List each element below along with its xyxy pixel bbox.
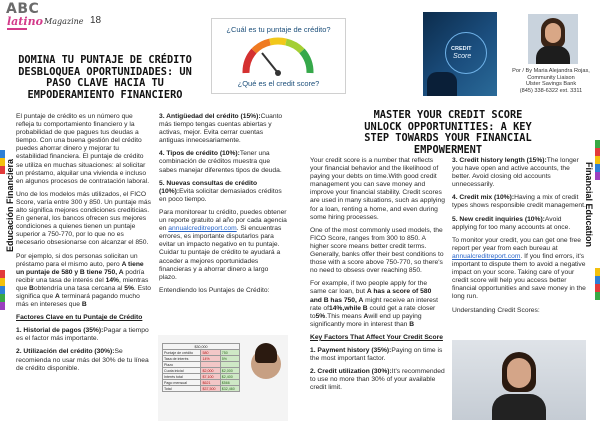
- en-monitor-paragraph: To monitor your credit, you can get one free report per year from each bureau at annualcreditreport.com. If you find errors, it's important to dispute them to avoid a negative impact on your score. Taking care of your credit score will help you access better financial opportunities and save money in the long run.: [452, 236, 586, 301]
- en-annualcreditreport-link[interactable]: annualcreditreport.com: [452, 252, 521, 260]
- table-top-amount: $30,000: [163, 344, 240, 350]
- es-factor-5: 5. Nuevas consultas de crédito (10%):Evita solicitar demasiados créditos en poco tiempo.: [159, 179, 282, 203]
- english-column-1: [310, 157, 445, 397]
- en-factors-header: Key Factors That Affect Your Credit Score: [310, 333, 443, 341]
- presenter-body: [492, 394, 546, 420]
- en-understanding: Understanding Credit Scores:: [452, 306, 540, 314]
- author-line3: Ulster Savings Bank: [525, 81, 577, 88]
- color-bars-right-bottom: [595, 268, 600, 300]
- es-annualcreditreport-link[interactable]: annualcreditreport.com: [168, 225, 237, 233]
- side-label-es: Educación Financiera: [5, 158, 15, 252]
- author-line2: Community Liaison: [527, 74, 575, 81]
- table-row: Cuota inicial $2,000 $2,000: [163, 368, 240, 374]
- color-bars-left: [0, 270, 5, 310]
- en-factor-2: 2. Credit utilization (30%):It's recommended to use no more than 30% of your available credit limit.: [310, 368, 445, 392]
- author-line4: (845) 338-6322 ext. 3311: [519, 87, 583, 94]
- masthead-latino: latino: [7, 15, 43, 28]
- es-factor-1: 1. Historial de pagos (35%):Pagar a tiempo es el factor más importante.: [16, 327, 149, 343]
- table-row: Pago mensual $621 $566: [163, 380, 240, 386]
- es-monitor-paragraph: Para monitorear tu crédito, puedes obtener un reporte gratuito al año por cada agencia en annualcreditreport.com. Si encuentras errores, es importante disputarlos para evitar un impacto negativo en tu puntaje. Cuidar tu puntaje de crédito te ayudará a acceder a mejores oportunidades financieras y a ahorrar dinero a largo plazo.: [159, 208, 287, 281]
- issue-number: 18: [90, 15, 102, 26]
- en-paragraph-2: One of the most commonly used models, the FICO Score, ranges from 300 to 850. A higher score means better credit terms. Generally, banks offer their best conditions to those with a score above 750-770, so there's no need to obsess over reaching 850.: [310, 226, 444, 275]
- photo-sign-line2: Score: [453, 53, 472, 60]
- en-factor-3: 3. Credit history length (15%):The longer you have open and active accounts, the better. Avoid closing old accounts unnecessarily.: [452, 157, 579, 189]
- color-bars-left-top: [0, 150, 5, 174]
- loan-comparison-table: [162, 343, 240, 392]
- color-bars-right: [595, 140, 600, 180]
- spanish-column-1: [16, 113, 151, 378]
- magazine-masthead: [4, 1, 114, 29]
- es-paragraph-3: Por ejemplo, si dos personas solicitan un préstamo para el mismo auto, pero A tiene un puntaje de 580 y B tiene 750, A podría recibir una tasa de interés del 14%, mientras que Bobtendría una tasa cercana al 5%. Esto significa que A terminará pagando mucho más en intereses que B: [16, 252, 151, 309]
- en-factor-5: 5. New credit inquiries (10%):Avoid applying for too many accounts at once.: [452, 215, 571, 231]
- photo-person-silhouette: [427, 72, 457, 96]
- es-factor-3: 3. Antigüedad del crédito (15%):Cuanto más tiempo tengas cuentas abiertas y activas, mejor. Evita cerrar cuentas antiguas innecesariamente.: [159, 113, 283, 145]
- en-paragraph-1: Your credit score is a number that reflects your financial behavior and the likelihood of paying your debts on time.With good credit management you can save money and improve your financial stability. Credit scores are used in many situations, such as applying for a loan, renting a home, and even during some hiring processes.: [310, 157, 445, 221]
- english-title: MASTER YOUR CREDIT SCORE UNLOCK OPPORTUNITIES: A KEY STEP TOWARDS YOUR FINANCIAL EMPOWERMENT: [364, 109, 532, 156]
- author-credit: [503, 68, 599, 94]
- table-row: Interés total $7,100 $2,400: [163, 374, 240, 380]
- presenter-thumb-hair: [255, 343, 277, 363]
- en-video-thumbnail[interactable]: [452, 340, 586, 420]
- portrait-body: [536, 46, 570, 64]
- spanish-title: DOMINA TU PUNTAJE DE CRÉDITO DESBLOQUEA OPORTUNIDADES: UN PASO CLAVE HACIA TU EMPODERAMIENTO FINANCIERO: [18, 54, 192, 101]
- side-label-left: [0, 158, 15, 252]
- gauge-icon: [240, 35, 316, 77]
- table-row: Total $37,500 $32,460: [163, 386, 240, 392]
- gauge-question-en: ¿Qué es el credit score?: [237, 79, 320, 88]
- es-factor-4: 4. Tipos de crédito (10%):Tener una combinación de créditos muestra que sabes manejar diferentes tipos de deuda.: [159, 150, 282, 174]
- presenter-face: [507, 358, 531, 388]
- masthead-underline: [7, 28, 27, 30]
- photo-sign-line1: CREDIT: [451, 46, 472, 52]
- portrait-face: [545, 23, 561, 43]
- side-label-en: Financial Education: [584, 162, 594, 248]
- es-paragraph-1: El puntaje de crédito es un número que refleja tu comportamiento financiero y la probabilidad de que pagues tus deudas a tiempo. Con una buena gestión del crédito puedes ahorrar dinero y mejorar tu estabilidad financiera. El puntaje de crédito se utiliza en muchas situaciones: al solicitar un préstamo, alquilar una vivienda e incluso en algunos procesos de contratación laboral.: [16, 113, 150, 185]
- es-entendiendo: Entendiendo los Puntajes de Crédito:: [159, 286, 270, 294]
- credit-gauge-image: [211, 18, 346, 94]
- es-paragraph-2: Uno de los modelos más utilizados, el FICO Score, varía entre 300 y 850. Un puntaje más alto significa mejores condiciones crediticias. En general, los bancos ofrecen sus mejores condiciones a quienes tienen un puntaje superior a 750-770, por lo que no es necesario obsesionarse con alcanzar el 850.: [16, 190, 151, 247]
- es-video-thumbnail[interactable]: [158, 335, 288, 421]
- table-row: Puntaje de crédito 580 750: [163, 350, 240, 356]
- table-row: Tasa de interés 14% 5%: [163, 356, 240, 362]
- author-line1: Por / By Maria Alejandra Rojas,: [512, 68, 590, 74]
- author-portrait: [528, 14, 578, 64]
- es-factor-2: 2. Utilización del crédito (30%):Se recomienda no usar más del 30% de tu línea de crédito disponible.: [16, 348, 149, 372]
- en-factor-1: 1. Payment history (35%):Paying on time is the most important factor.: [310, 346, 443, 363]
- masthead-magazine: Magazine: [44, 17, 84, 26]
- en-factor-4: 4. Credit mix (10%):Having a mix of credit types shows responsible credit management.: [452, 194, 586, 210]
- gauge-question-es: ¿Cuál es tu puntaje de crédito?: [226, 25, 331, 34]
- es-factors-header: Factores Clave en tu Puntaje de Crédito: [16, 314, 143, 322]
- masthead-abc: ABC: [6, 1, 40, 17]
- english-column-2: [452, 157, 588, 320]
- credit-score-photo: [423, 12, 497, 96]
- spanish-column-2: [159, 113, 287, 300]
- en-paragraph-3: For example, if two people apply for the same car loan, but A has a score of 580 and B has 750, A might receive an interest rate of14%,while B could get a rate closer to5%.This means Awill end up paying significantly more in interest than B: [310, 280, 438, 328]
- table-row: Plazo: [163, 362, 240, 368]
